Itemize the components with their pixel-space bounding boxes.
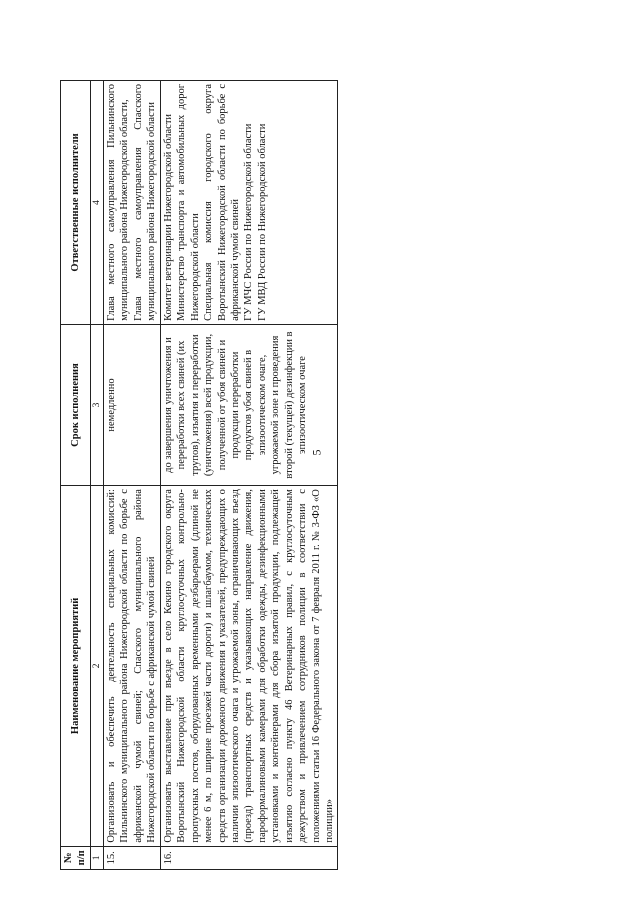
executor: Комитет ветеринарии Нижегородской области [162,113,174,321]
row-number: 15. [104,846,161,869]
row-number: 16. [160,846,338,869]
table-header-row [61,81,91,870]
measures-table [60,80,338,870]
header-action: Наименование мероприятий [61,486,91,847]
rotated-table-container [60,80,600,870]
column-number: 1 [90,846,103,869]
table-row [160,81,338,870]
column-number: 4 [90,81,103,325]
page-number: 5 [309,449,324,456]
column-number-row [90,81,103,870]
row-action: Организовать выставление при въезде в село Кекино городского округа Воротынский Нижегородской области круглосуточных контрольно-пропускных постов, оборудованных временными дезбарьерами (длиной не менее 6 м, по ширине проезжей части дороги) и шлагбаумом, технических средств организации дорожного движения и указателей, предупреждающих о наличии эпизоотического очага и угрожаемой зоны, ограничивающих въезд (проезд) транспортных средств и указывающих направление движения, пароформалиновыми камерами для обработки одежды, дезинфекционными установками и контейнерами для сбора изъятой продукции, подлежащей изъятию согласно пункту 46 Ветеринарных правил, с круглосуточным дежурством и привлечением сотрудников полиции в соответствии с положениями статьи 16 Федерального закона от 7 февраля 2011 г. № 3-ФЗ «О полиции» [160,486,338,847]
executor: ГУ МЧС России по Нижегородской области [243,123,255,321]
row-executors [160,81,338,325]
row-executors [104,81,161,325]
executor: Глава местного самоуправления Пильнинского муниципального района Нижегородской области, [106,84,131,321]
column-number: 2 [90,486,103,847]
row-term: до завершения уничтожения и переработки всех свиней (их трупов), изъятия и переработки (уничтожения) всей продукции, полученной от убоя свиней и продукции переработки продуктов убоя свиней в эпизоотическом очаге, угрожаемой зоне и проведения второй (текущей) дезинфекции в эпизоотическом очаге [160,324,338,485]
executor: Глава местного самоуправления Спасского муниципального района Нижегородской области [132,84,158,321]
executor: Специальная комиссия городского округа Воротынский Нижегородской области по борьбе с африканской чумой свиней [203,84,241,321]
header-executors: Ответственные исполнители [61,81,91,325]
row-action: Организовать и обеспечить деятельность специальных комиссий: Пильнинского муниципального района Нижегородской области по борьбе с африканской чумой свиней; Спасского муниципального района Нижегородской области по борьбе с африканской чумой свиней [104,486,161,847]
executor: ГУ МВД России по Нижегородской области [256,123,268,321]
header-term: Срок исполнения [61,324,91,485]
row-term: немедленно [104,324,161,485]
column-number: 3 [90,324,103,485]
table-row [104,81,161,870]
header-num: № п/п [61,846,91,869]
executor: Министерство транспорта и автомобильных дорог Нижегородской области [176,84,201,321]
